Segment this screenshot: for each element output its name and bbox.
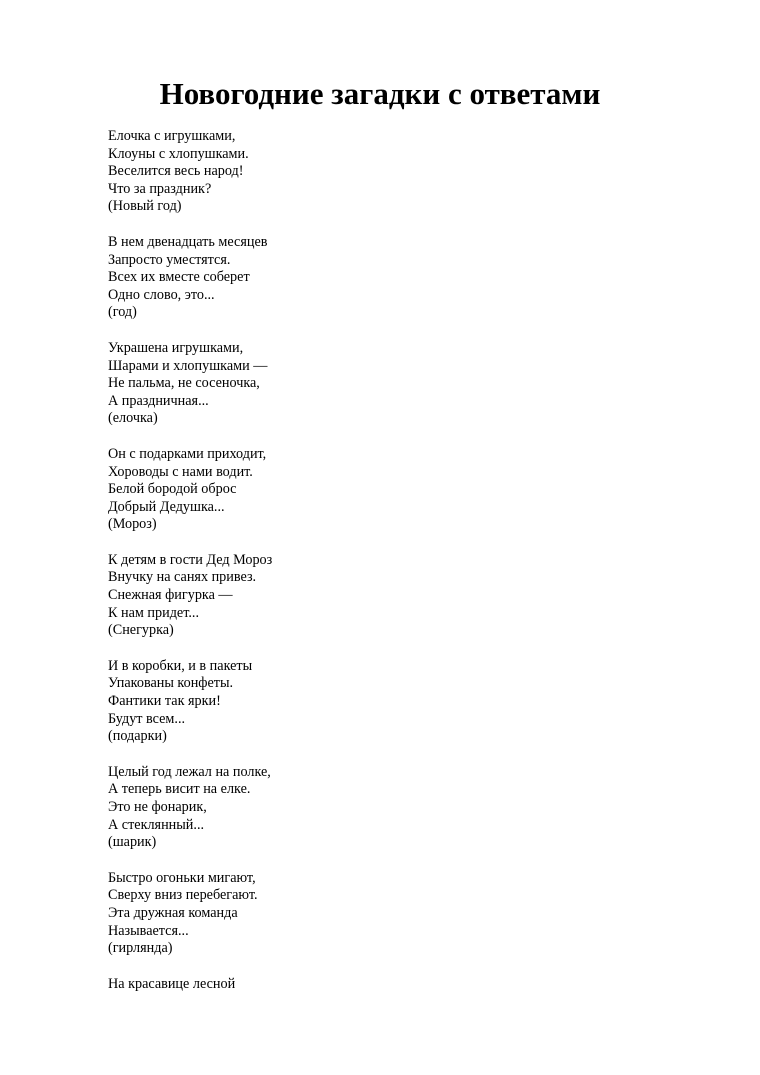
riddle-line: Быстро огоньки мигают, <box>108 869 256 886</box>
riddle-item <box>108 658 668 746</box>
riddle-item <box>108 976 668 994</box>
riddle-item <box>108 446 668 534</box>
riddle-line: На красавице лесной <box>108 975 236 992</box>
riddle-item <box>108 128 668 216</box>
riddle-line: Будут всем... <box>108 710 186 727</box>
riddle-line: Белой бородой оброс <box>108 481 237 498</box>
riddle-line: Целый год лежал на полке, <box>108 763 271 780</box>
riddle-line: Добрый Дедушка... <box>108 498 225 515</box>
riddle-line: К нам придет... <box>108 604 199 621</box>
riddle-answer: (Снегурка) <box>108 622 174 639</box>
riddle-item <box>108 870 668 958</box>
riddle-line: Всех их вместе соберет <box>108 269 250 286</box>
riddle-answer: (Новый год) <box>108 198 182 215</box>
riddle-line: Сверху вниз перебегают. <box>108 887 258 904</box>
riddle-line: Это не фонарик, <box>108 799 207 815</box>
riddle-line: Елочка с игрушками, <box>108 128 236 144</box>
riddle-line: К детям в гости Дед Мороз <box>108 551 273 568</box>
riddle-list <box>108 128 668 1011</box>
riddle-answer: (гирлянда) <box>108 940 173 957</box>
riddle-line: Упакованы конфеты. <box>108 675 234 692</box>
riddle-line: Одно слово, это... <box>108 286 215 303</box>
riddle-line: В нем двенадцать месяцев <box>108 233 268 250</box>
riddle-line: Снежная фигурка — <box>108 587 233 604</box>
document-title: Новогодние загадки с ответами <box>159 76 601 111</box>
riddle-line: А теперь висит на елке. <box>108 781 251 798</box>
riddle-line: Украшена игрушками, <box>108 339 244 356</box>
riddle-line: А стеклянный... <box>108 816 205 833</box>
riddle-line: Клоуны с хлопушками. <box>108 145 249 162</box>
riddle-answer: (год) <box>108 304 137 321</box>
riddle-line: Эта дружная команда <box>108 904 238 921</box>
riddle-line: Не пальма, не сосеночка, <box>108 375 260 392</box>
riddle-item <box>108 340 668 428</box>
riddle-line: Он с подарками приходит, <box>108 445 267 462</box>
riddle-item <box>108 234 668 322</box>
riddle-answer: (шарик) <box>108 834 157 851</box>
riddle-line: Называется... <box>108 922 189 939</box>
riddle-line: Шарами и хлопушками — <box>108 357 268 374</box>
riddle-line: А праздничная... <box>108 392 209 409</box>
riddle-line: И в коробки, и в пакеты <box>108 657 253 674</box>
riddle-answer: (подарки) <box>108 728 167 745</box>
riddle-item <box>108 552 668 640</box>
riddle-line: Веселится весь народ! <box>108 163 244 180</box>
riddle-line: Запросто уместятся. <box>108 251 231 268</box>
riddle-line: Внучку на санях привез. <box>108 569 257 586</box>
riddle-line: Хороводы с нами водит. <box>108 463 253 480</box>
riddle-answer: (Мороз) <box>108 516 157 533</box>
riddle-answer: (елочка) <box>108 410 158 427</box>
riddle-item <box>108 764 668 852</box>
riddle-line: Что за праздник? <box>108 180 212 197</box>
riddle-line: Фантики так ярки! <box>108 693 221 710</box>
